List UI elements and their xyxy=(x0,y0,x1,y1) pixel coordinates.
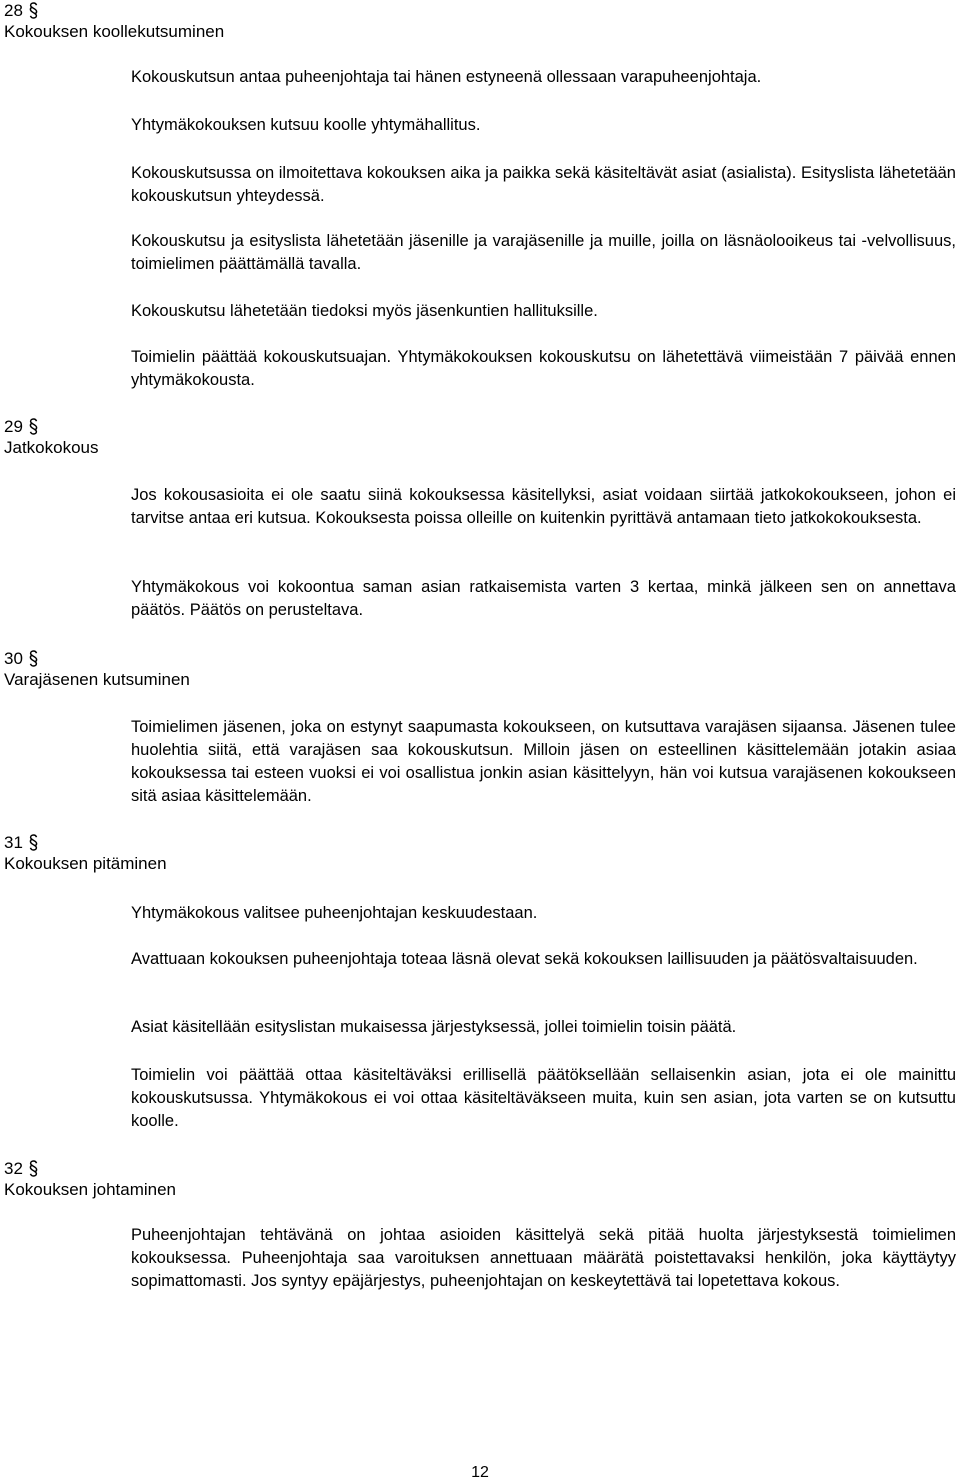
paragraph: Kokouskutsussa on ilmoitettava kokouksen aika ja paikka sekä käsiteltävät asiat (asialista). Esityslista lähetetään kokouskutsun yhteydessä. xyxy=(131,164,956,205)
section-sign-icon xyxy=(29,650,38,667)
paragraph: Yhtymäkokous voi kokoontua saman asian ratkaisemista varten 3 kertaa, minkä jälkeen sen on annettava päätös. Päätös on perusteltava. xyxy=(131,578,956,619)
section-number: 28 xyxy=(4,1,23,20)
paragraph: Avattuaan kokouksen puheenjohtaja toteaa läsnä olevat sekä kokouksen laillisuuden ja päätösvaltaisuuden. xyxy=(131,950,918,968)
section-title: Varajäsenen kutsuminen xyxy=(4,670,190,689)
paragraph: Kokouskutsu ja esityslista lähetetään jäsenille ja varajäsenille ja muille, joilla on läsnäolooikeus tai -velvollisuus, toimielimen päättämällä tavalla. xyxy=(131,232,956,273)
section-number: 32 xyxy=(4,1159,23,1178)
section-heading-32 xyxy=(4,1158,176,1200)
page-number: 12 xyxy=(471,1464,489,1481)
section-number: 30 xyxy=(4,649,23,668)
section-number: 31 xyxy=(4,833,23,852)
section-title: Kokouksen pitäminen xyxy=(4,854,167,873)
paragraph: Kokouskutsu lähetetään tiedoksi myös jäsenkuntien hallituksille. xyxy=(131,302,598,320)
section-heading-31 xyxy=(4,832,167,874)
section-heading-28 xyxy=(4,0,224,42)
paragraph: Kokouskutsun antaa puheenjohtaja tai hänen estyneenä ollessaan varapuheenjohtaja. xyxy=(131,68,762,86)
paragraph: Toimielin voi päättää ottaa käsiteltäväksi erillisellä päätöksellään sellaisenkin asian, jota ei ole mainittu kokouskutsussa. Yhtymäkokous ei voi ottaa käsiteltäväkseen muita, kuin sen asian, jota varten se on kutsuttu koolle. xyxy=(131,1066,956,1130)
section-title: Jatkokokous xyxy=(4,438,99,457)
section-sign-icon xyxy=(29,2,38,19)
paragraph: Puheenjohtajan tehtävänä on johtaa asioiden käsittelyä sekä pitää huolta järjestyksestä toimielimen kokouksessa. Puheenjohtaja saa varoituksen annettuaan määrätä poistettavaksi henkilön, joka käyttäytyy sopimattomasti. Jos syntyy epäjärjestys, puheenjohtajan on keskeytettävä tai lopetettava kokous. xyxy=(131,1226,956,1290)
paragraph: Yhtymäkokous valitsee puheenjohtajan keskuudestaan. xyxy=(131,904,538,922)
section-title: Kokouksen johtaminen xyxy=(4,1180,177,1199)
section-heading-30 xyxy=(4,648,190,690)
section-heading-29 xyxy=(4,416,99,458)
section-number: 29 xyxy=(4,417,23,436)
section-sign-icon xyxy=(29,834,38,851)
paragraph: Asiat käsitellään esityslistan mukaisessa järjestyksessä, jollei toimielin toisin päätä. xyxy=(131,1018,737,1036)
section-sign-icon xyxy=(29,1160,38,1177)
paragraph: Toimielin päättää kokouskutsuajan. Yhtymäkokouksen kokouskutsu on lähetettävä viimeistään 7 päivää ennen yhtymäkokousta. xyxy=(131,348,956,389)
paragraph: Jos kokousasioita ei ole saatu siinä kokouksessa käsitellyksi, asiat voidaan siirtää jatkokokoukseen, johon ei tarvitse antaa eri kutsua. Kokouksesta poissa olleille on kuitenkin pyrittävä antamaan tieto jatkokokouksesta. xyxy=(131,486,956,527)
section-title: Kokouksen koollekutsuminen xyxy=(4,22,225,41)
paragraph: Toimielimen jäsenen, joka on estynyt saapumasta kokoukseen, on kutsuttava varajäsen sijaansa. Jäsenen tulee huolehtia siitä, että varajäsen saa kokouskutsun. Milloin jäsen on esteellinen käsittelemään jotakin asiaa kokouksessa tai esteen vuoksi ei voi osallistua jonkin asian käsittelyyn, hän voi kutsua varajäsenen kokoukseen sitä asiaa käsittelemään. xyxy=(131,718,956,805)
section-sign-icon xyxy=(29,418,38,435)
paragraph: Yhtymäkokouksen kutsuu koolle yhtymähallitus. xyxy=(131,116,481,134)
